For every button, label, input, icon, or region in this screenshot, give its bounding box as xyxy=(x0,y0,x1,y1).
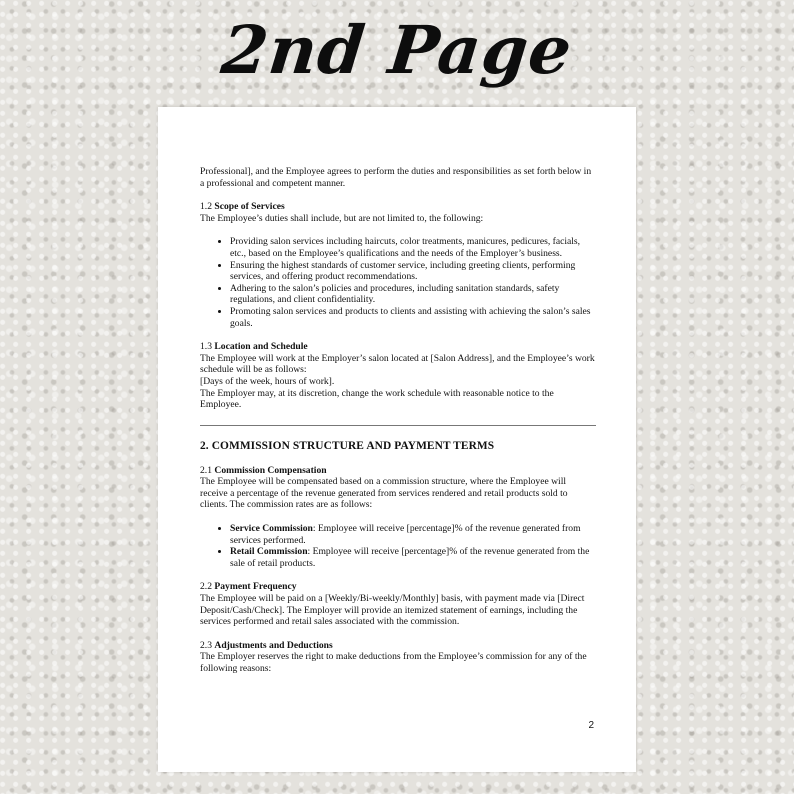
document-body xyxy=(200,166,596,675)
section-number: 2.1 xyxy=(200,464,215,476)
list-item-text: : Employee will receive [percentage]% of the revenue generated from the sale of retail products. xyxy=(230,546,590,569)
intro-paragraph: Professional], and the Employee agrees to perform the duties and responsibilities as set forth below in a professional and competent manner. xyxy=(200,166,592,189)
list-item-label: Retail Commission xyxy=(230,546,308,558)
commission-list xyxy=(200,523,596,569)
section-title: Scope of Services xyxy=(214,201,285,213)
document-page xyxy=(158,107,636,772)
page-number: 2 xyxy=(588,720,594,731)
list-item: • Promoting salon services and products to clients and assisting with achieving the salon’s sales goals. xyxy=(230,306,596,329)
section-2-1-body: The Employee will be compensated based on a commission structure, where the Employee will receive a percentage of the revenue generated from services rendered and retail products sold to clients. The commission rates are as follows: xyxy=(200,476,568,511)
list-item xyxy=(230,523,596,546)
section-1-2-body: The Employee’s duties shall include, but are not limited to, the following: xyxy=(200,212,484,224)
list-item: • Ensuring the highest standards of customer service, including greeting clients, performing services, and offering product recommendations. xyxy=(230,260,596,283)
banner-title: 2nd Page xyxy=(217,11,576,89)
section-1-3-line: The Employee will work at the Employer’s salon located at [Salon Address], and the Employee’s work schedule will be as follows: xyxy=(200,352,595,376)
section-2-1-heading xyxy=(200,465,596,477)
section-divider xyxy=(200,425,596,426)
section-2-3-heading xyxy=(200,640,596,652)
section-1-3-line: [Days of the week, hours of work]. xyxy=(200,375,335,387)
list-item xyxy=(230,546,596,569)
section-number: 2.3 xyxy=(200,639,215,651)
section-title: Location and Schedule xyxy=(214,341,308,353)
list-item: • Adhering to the salon’s policies and procedures, including sanitation standards, safety regulations, and client confidentiality. xyxy=(230,283,596,306)
section-2-heading: 2. COMMISSION STRUCTURE AND PAYMENT TERMS xyxy=(200,439,495,452)
list-item-label: Service Commission xyxy=(230,523,313,535)
section-title: Payment Frequency xyxy=(214,581,297,593)
list-item: • Providing salon services including haircuts, color treatments, manicures, pedicures, facials, etc., based on the Employee’s qualifications and the needs of the Employer’s business. xyxy=(230,236,596,259)
duties-list xyxy=(200,236,596,329)
section-1-2-heading xyxy=(200,201,596,213)
section-title: Adjustments and Deductions xyxy=(214,639,333,651)
section-1-3-heading xyxy=(200,341,596,353)
section-2-2-body: The Employee will be paid on a [Weekly/Bi-weekly/Monthly] basis, with payment made via [Direct Deposit/Cash/Check]. The Employer will provide an itemized statement of earnings, including the services performed and retail sales associated with the commission. xyxy=(200,593,585,628)
section-title: Commission Compensation xyxy=(214,464,327,476)
section-2-3-body: The Employer reserves the right to make deductions from the Employee’s commission for any of the following reasons: xyxy=(200,651,587,674)
list-item-text: : Employee will receive [percentage]% of the revenue generated from services performed. xyxy=(230,523,581,546)
section-1-3-line: The Employer may, at its discretion, change the work schedule with reasonable notice to the Employee. xyxy=(200,387,554,411)
section-number: 1.3 xyxy=(200,341,215,353)
section-2-2-heading xyxy=(200,581,596,593)
section-number: 2.2 xyxy=(200,581,215,593)
section-number: 1.2 xyxy=(200,201,215,213)
